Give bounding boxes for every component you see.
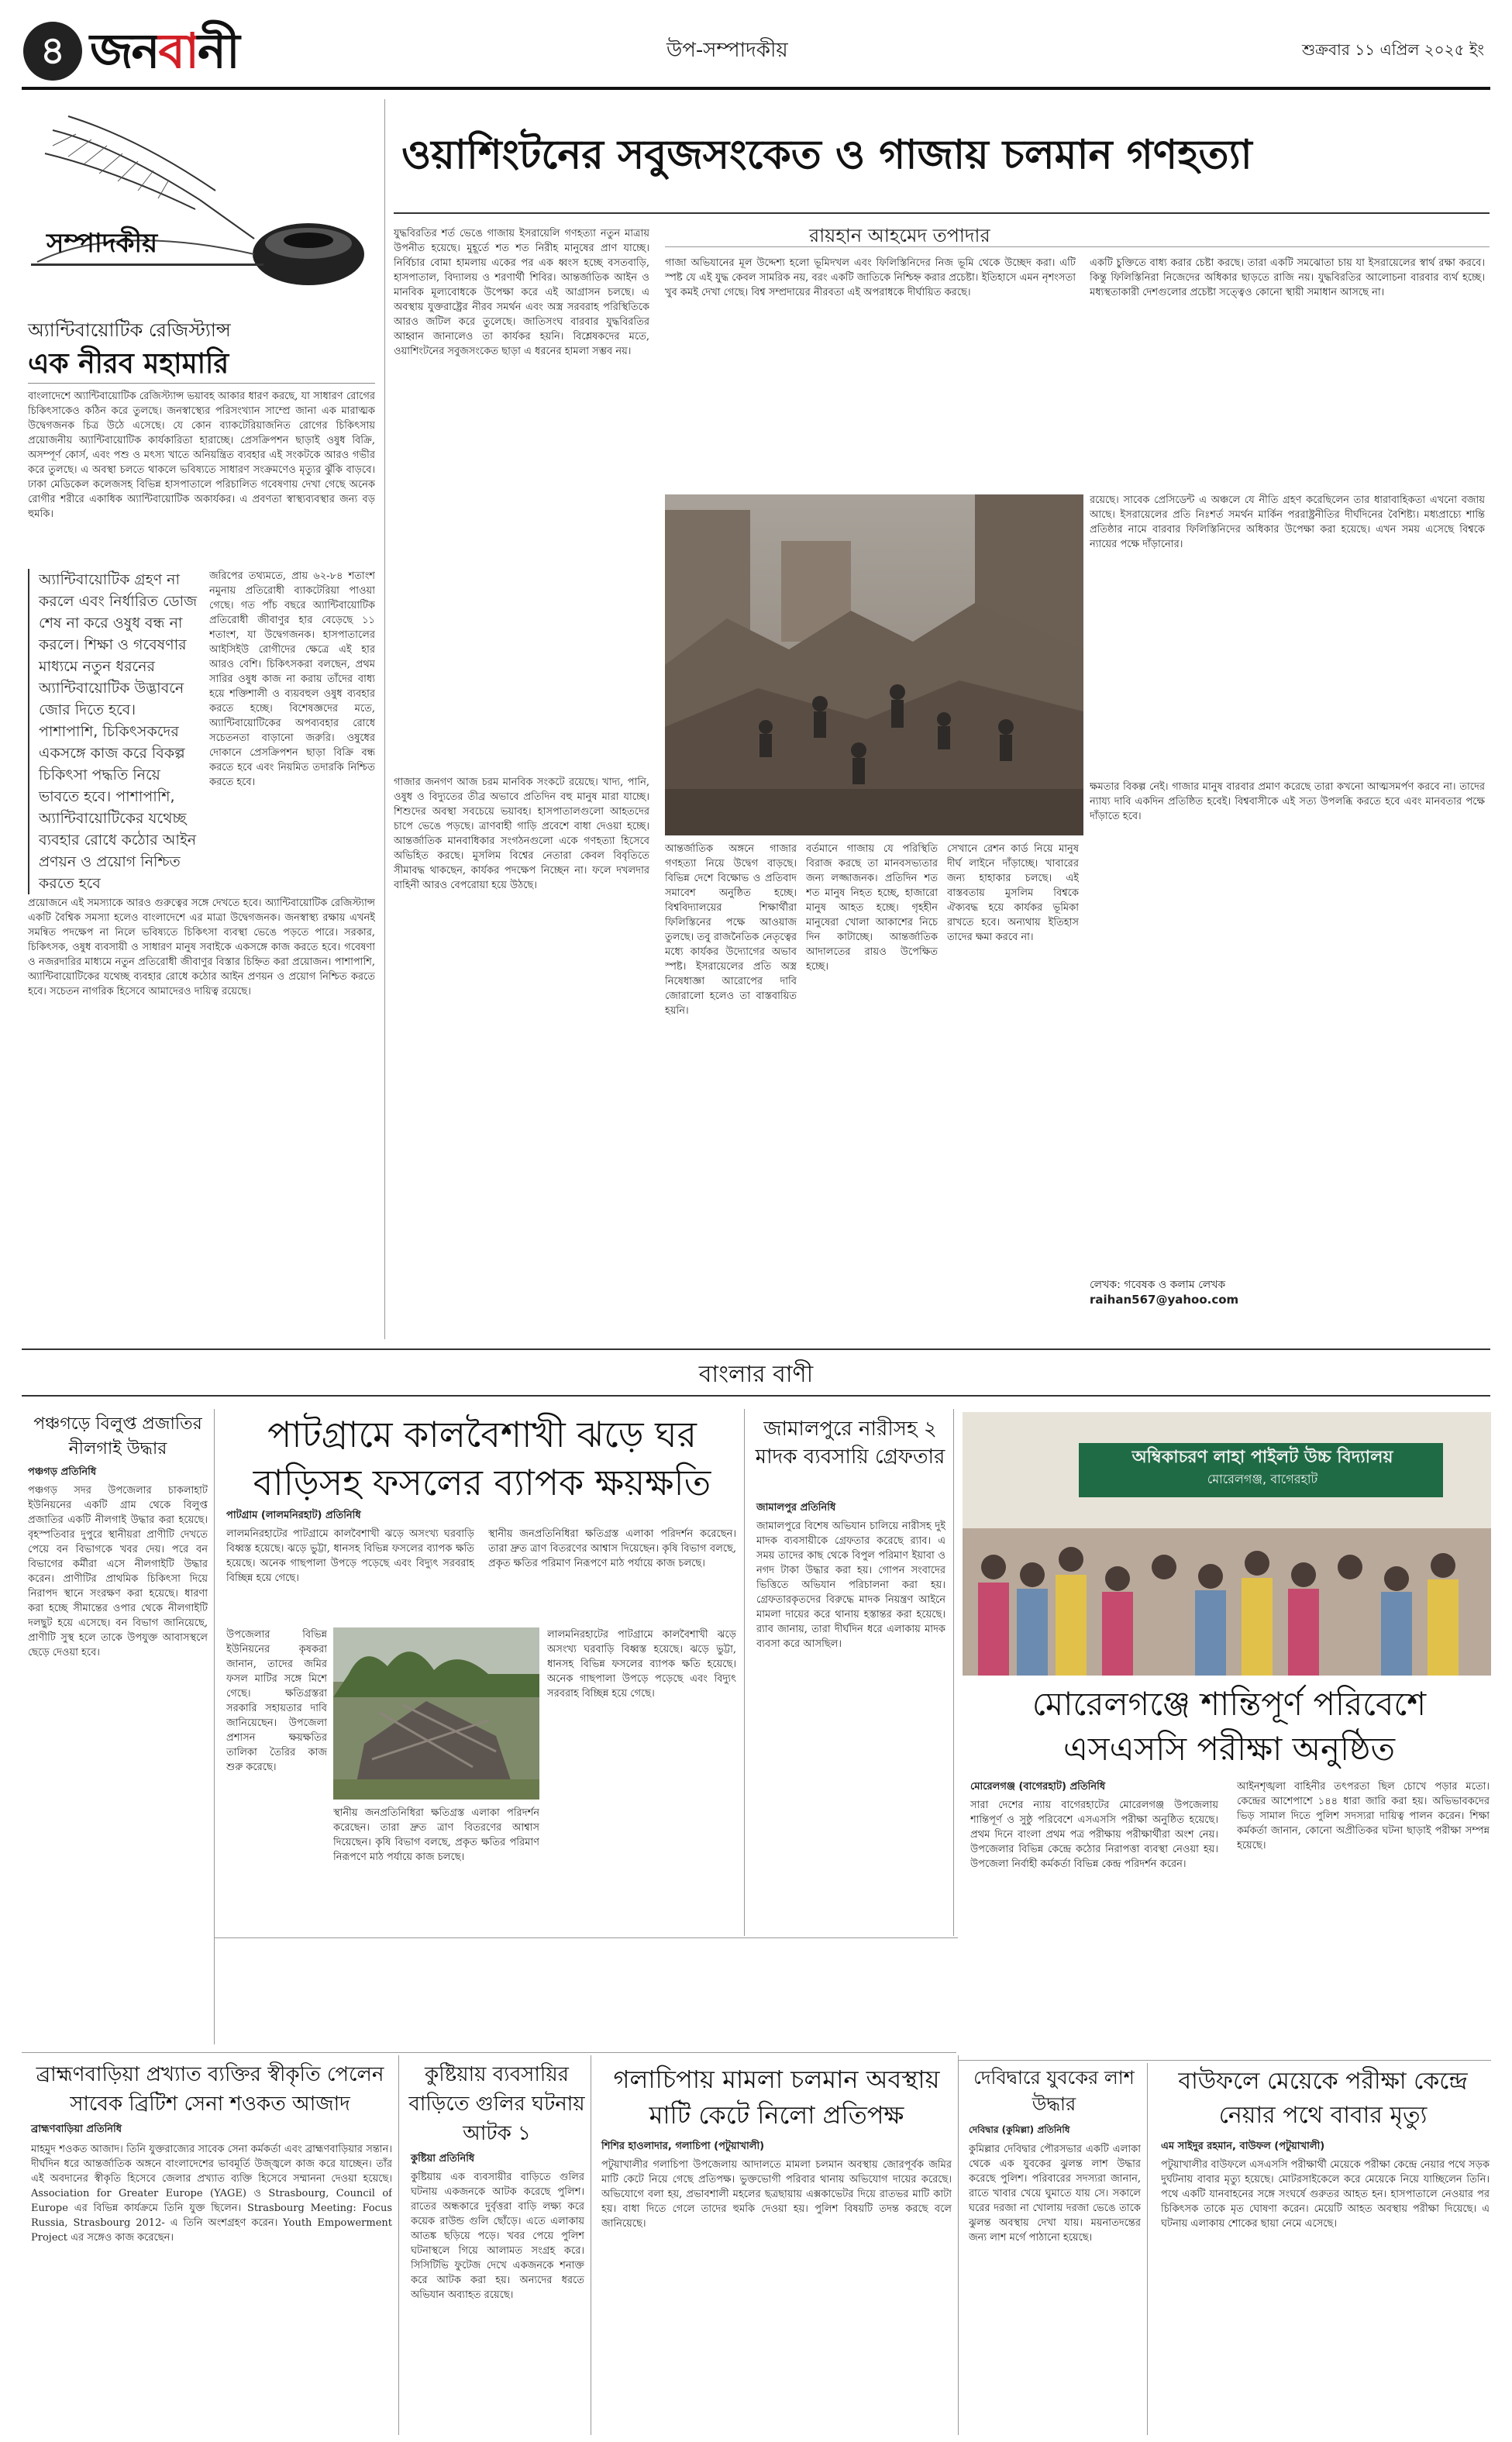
- story-galachipa-body: পটুয়াখালীর গলাচিপা উপজেলায় আদালতে মামলা চলমান অবস্থায় জোরপূর্বক জমির মাটি কেটে নিয়ে গেছে প্রতিপক্ষ। ভুক্তভোগী পরিবার থানায় অভিযোগ দায়ের করেছে। অভিযোগে বলা হয়, প্রভাবশালী মহলের ছত্রছায়ায় এক্সকাভেটর দিয়ে রাতভর মাটি কাটা হয়। বাধা দিতে গেলে তাদের হুমকি দেওয়া হয়। পুলিশ বিষয়টি তদন্ত করছে বলে জানিয়েছে।: [601, 2159, 952, 2230]
- row-divider-2: [22, 2052, 956, 2053]
- divider-s5: [398, 2055, 399, 2435]
- story-jamalpur-byline: জামালপুর প্রতিনিধি: [756, 1502, 836, 1514]
- divider-s1: [214, 1409, 215, 2044]
- divider-s3: [953, 1409, 954, 1936]
- story-nilgai-byline: পঞ্চগড় প্রতিনিধি: [28, 1466, 97, 1478]
- story-jamalpur-title: জামালপুরে নারীসহ ২ মাদক ব্যবসায়ি গ্রেফতার: [755, 1417, 945, 1469]
- lead-author-rule: [665, 246, 1490, 247]
- editorial-kicker: অ্যান্টিবায়োটিক রেজিস্ট্যান্স: [28, 319, 231, 341]
- section-banner-top-rule: [22, 1348, 1490, 1350]
- editorial-pullquote: [28, 569, 198, 894]
- editorial-title: এক নীরব মহামারি: [28, 348, 229, 380]
- section-banner-text: বাংলার বাণী: [698, 1361, 814, 1388]
- divider-s8: [1147, 2063, 1148, 2435]
- story-jamalpur-body: জামালপুরে বিশেষ অভিযান চালিয়ে নারীসহ দুই মাদক ব্যবসায়ীকে গ্রেফতার করেছে র‌্যাব। এ সময় তাদের কাছ থেকে বিপুল পরিমাণ ইয়াবা ও নগদ টাকা উদ্ধার করা হয়। গোপন সংবাদের ভিত্তিতে অভিযান পরিচালনা করা হয়। গ্রেফতারকৃতদের বিরুদ্ধে মাদক নিয়ন্ত্রণ আইনে মামলা দায়ের করে থানায় হস্তান্তর করা হয়েছে। র‌্যাব জানায়, তারা দীর্ঘদিন ধরে এলাকায় মাদক ব্যবসা করে আসছিল।: [756, 1521, 945, 1650]
- lead-col-3: গাজা অভিযানের মূল উদ্দেশ্য হলো ভূমিদখল এবং ফিলিস্তিনিদের নিজ ভূমি থেকে উচ্ছেদ করা। এটি স্পষ্ট যে এই যুদ্ধ কেবল সামরিক নয়, বরং একটি জাতিকে নিশ্চিহ্ন করার প্রচেষ্টা। ইতিহাসে এমন নৃশংসতা খুব কমই দেখা গেছে। বিশ্ব সম্প্রদায়ের নীরবতা এই অপরাধকে দীর্ঘায়িত করছে।: [665, 257, 1076, 298]
- lead-author-email: raihan567@yahoo.com: [1090, 1293, 1239, 1307]
- story-kushtia-title: কুষ্টিয়ায় ব্যবসায়ির বাড়িতে গুলির ঘটনায় আটক ১: [408, 2063, 585, 2145]
- lead-lower-3: সেখানে রেশন কার্ড নিয়ে মানুষ দীর্ঘ লাইনে দাঁড়াচ্ছে। খাবারের জন্য হাহাকার চলছে। এই বাস্তবতায় মুসলিম বিশ্বকে ঐক্যবদ্ধ হয়ে কার্যকর ভূমিকা রাখতে হবে। অন্যথায় ইতিহাস তাদের ক্ষমা করবে না।: [947, 843, 1079, 943]
- editorial-label-underline: [31, 263, 263, 266]
- story-galachipa-byline: শিশির হাওলাদার, গলাচিপা (পটুয়াখালী): [601, 2141, 765, 2152]
- editorial-body-3: প্রয়োজনে এই সমস্যাকে আরও গুরুত্বের সঙ্গে দেখতে হবে। অ্যান্টিবায়োটিক রেজিস্ট্যান্স একটি বৈশ্বিক সমস্যা হলেও বাংলাদেশে এর মাত্রা উদ্বেগজনক। জনস্বাস্থ্য রক্ষায় এখনই সমন্বিত পদক্ষেপ না নিলে ভবিষ্যতে চিকিৎসা ব্যবস্থা ভেঙে পড়তে পারে। সরকার, চিকিৎসক, ওষুধ ব্যবসায়ী ও সাধারণ মানুষ সবাইকে একসঙ্গে কাজ করতে হবে। গবেষণা ও নজরদারির মাধ্যমে নতুন প্রতিরোধী জীবাণুর বিস্তার চিহ্নিত করা প্রয়োজন। পাশাপাশি, অ্যান্টিবায়োটিকের যথেচ্ছ ব্যবহার রোধে কঠোর আইন প্রণয়ন ও প্রয়োগ নিশ্চিত করতে হবে। সচেতন নাগরিক হিসেবে আমাদেরও দায়িত্ব রয়েছে।: [28, 897, 375, 997]
- editorial-illustration: [22, 99, 377, 307]
- story-patgram-title: পাটগ্রামে কালবৈশাখী ঝড়ে ঘর বাড়িসহ ফসলের ব্যাপক ক্ষয়ক্ষতি: [253, 1414, 711, 1503]
- story-patgram-body-b: উপজেলার বিভিন্ন ইউনিয়নের কৃষকরা জানান, তাদের জমির ফসল মাটির সঙ্গে মিশে গেছে। ক্ষতিগ্রস্তরা সরকারি সহায়তার দাবি জানিয়েছেন। উপজেলা প্রশাসন ক্ষয়ক্ষতির তালিকা তৈরির কাজ শুরু করেছে।: [226, 1629, 327, 1773]
- newspaper-logo: [90, 20, 239, 82]
- story-bauphal-title: বাউফলে মেয়েকে পরীক্ষা কেন্দ্রে নেয়ার পথে বাবার মৃত্যু: [1178, 2068, 1468, 2129]
- lead-lower-2: বর্তমানে গাজায় যে পরিস্থিতি বিরাজ করছে তা মানবসভ্যতার জন্য লজ্জাজনক। প্রতিদিন শত শত মানুষ নিহত হচ্ছে, হাজারো মানুষ আহত হচ্ছে। গৃহহীন মানুষেরা খোলা আকাশের নিচে দিন কাটাচ্ছে। আন্তর্জাতিক আদালতের রায়ও উপেক্ষিত হচ্ছে।: [806, 843, 938, 973]
- lead-col-4: একটি চুক্তিতে বাধ্য করার চেষ্টা করছে। তারা একটি সমঝোতা চায় যা ইসরায়েলের স্বার্থ রক্ষা করবে। কিন্তু ফিলিস্তিনিরা নিজেদের অধিকার ছাড়তে রাজি নয়। যুদ্ধবিরতির আলোচনা বারবার ব্যর্থ হচ্ছে। মধ্যস্থতাকারী দেশগুলোর প্রচেষ্টা সত্ত্বেও কোনো স্থায়ী সমাধান আসছে না।: [1090, 257, 1485, 298]
- pullquote-text: অ্যান্টিবায়োটিক গ্রহণ না করলে এবং নির্ধারিত ডোজ শেষ না করে ওষুধ বন্ধ না করলে। শিক্ষা ও গবেষণার মাধ্যমে নতুন ধরনের অ্যান্টিবায়োটিক উদ্ভাবনে জোর দিতে হবে। পাশাপাশি, চিকিৎসকদের একসঙ্গে কাজ করে বিকল্প চিকিৎসা পদ্ধতি নিয়ে ভাবতে হবে। পাশাপাশি, অ্যান্টিবায়োটিকের যথেচ্ছ ব্যবহার রোধে কঠোর আইন প্রণয়ন ও প্রয়োগ নিশ্চিত করতে হবে: [39, 571, 198, 892]
- logo-part-ni: নী: [197, 22, 239, 79]
- editorial-body-1: বাংলাদেশে অ্যান্টিবায়োটিক রেজিস্ট্যান্স ভয়াবহ আকার ধারণ করছে, যা সাধারণ রোগের চিকিৎসাকেও কঠিন করে তুলছে। জনস্বাস্থ্যের পরিসংখ্যান সাম্প্রে জানা এক মারাত্মক উদ্বেগজনক চিত্র উঠে এসেছে। যে কোন ব্যাকটেরিয়াজনিত রোগের চিকিৎসায় প্রয়োজনীয় অ্যান্টিবায়োটিক কার্যকারিতা হারাচ্ছে। প্রেসক্রিপশন ছাড়াই ওষুধ বিক্রি, অসম্পূর্ণ কোর্স, এবং পশু ও মৎস্য খাতে অনিয়ন্ত্রিত ব্যবহার এই সংকটকে আরও গভীর করে তুলছে। এ অবস্থা চলতে থাকলে ভবিষ্যতে সাধারণ সংক্রমণেও মৃত্যুর ঝুঁকি বাড়বে। ঢাকা মেডিকেল কলেজসহ বিভিন্ন হাসপাতালে পরিচালিত গবেষণায় দেখা গেছে অনেক রোগীর শরীরে একাধিক অ্যান্টিবায়োটিক অকার্যকর। এ প্রবণতা স্বাস্থ্যব্যবস্থার জন্য বড় হুমকি।: [28, 391, 375, 520]
- story-brahmanbaria-body: মাহমুদ শওকত আজাদ। তিনি যুক্তরাজ্যের সাবেক সেনা কর্মকর্তা এবং ব্রাহ্মণবাড়িয়ার সন্তান। দীর্ঘদিন ধরে আন্তর্জাতিক অঙ্গনে বাংলাদেশের ভাবমূর্তি উজ্জ্বলে কাজ করে যাচ্ছেন। তাঁর এই অবদানের স্বীকৃতি হিসেবে জেলার প্রখ্যাত ব্যক্তি হিসেবে সম্মাননা দেওয়া হয়েছে। Association for Greater Europe (YAGE) ও Strasbourg, Council of Europe এর বিভিন্ন কার্যক্রমে তিনি যুক্ত ছিলেন। Strasbourg Meeting: Focus Russia, Strasbourg 2012- এ তিনি অংশগ্রহণ করেন। Youth Empowerment Project এর সঙ্গেও কাজ করেছেন।: [31, 2144, 392, 2244]
- story-ssc-body-b: আইনশৃঙ্খলা বাহিনীর তৎপরতা ছিল চোখে পড়ার মতো। কেন্দ্রের আশেপাশে ১৪৪ ধারা জারি করা হয়। অভিভাবকদের ভিড় সামাল দিতে পুলিশ সদস্যরা দায়িত্ব পালন করেন। শিক্ষা কর্মকর্তা জানান, কোনো অপ্রীতিকর ঘটনা ছাড়াই পরীক্ষা সম্পন্ন হয়েছে।: [1237, 1781, 1490, 1851]
- story-brahmanbaria-title: ব্রাহ্মণবাড়িয়া প্রখ্যাত ব্যক্তির স্বীকৃতি পেলেন সাবেক ব্রিটিশ সেনা শওকত আজাদ: [36, 2063, 384, 2116]
- story-patgram-body-a: লালমনিরহাটের পাটগ্রামে কালবৈশাখী ঝড়ে অসংখ্য ঘরবাড়ি বিধ্বস্ত হয়েছে। ঝড়ে ভুট্টা, ধানসহ বিভিন্ন ফসলের ব্যাপক ক্ষতি হয়েছে। অনেক গাছপালা উপড়ে পড়েছে এবং বিদ্যুৎ সরবরাহ বিচ্ছিন্ন হয়ে গেছে।: [226, 1528, 474, 1584]
- divider-s2: [744, 1409, 745, 1936]
- school-signboard-sub: মোরেলগঞ্জ, বাগেরহাট: [1207, 1472, 1318, 1486]
- story-brahmanbaria-byline: ব্রাহ্মণবাড়িয়া প্রতিনিধি: [31, 2123, 122, 2135]
- logo-part-ba: বা: [158, 22, 198, 79]
- story-kushtia-body: কুষ্টিয়ায় এক ব্যবসায়ীর বাড়িতে গুলির ঘটনায় একজনকে আটক করেছে পুলিশ। রাতের অন্ধকারে দুর্বৃত্তরা বাড়ি লক্ষ্য করে কয়েক রাউন্ড গুলি ছোঁড়ে। এতে এলাকায় আতঙ্ক ছড়িয়ে পড়ে। খবর পেয়ে পুলিশ ঘটনাস্থলে গিয়ে আলামত সংগ্রহ করে। সিসিটিভি ফুটেজ দেখে একজনকে শনাক্ত করে আটক করা হয়। অন্যদের ধরতে অভিযান অব্যাহত রয়েছে।: [411, 2172, 584, 2301]
- story-ssc-title: মোরেলগঞ্জে শান্তিপূর্ণ পরিবেশে এসএসসি পরীক্ষা অনুষ্ঠিত: [1032, 1685, 1427, 1768]
- story-debidwar-byline: দেবিদ্বার (কুমিল্লা) প্রতিনিধি: [969, 2124, 1070, 2135]
- story-patgram-body-e: স্থানীয় জনপ্রতিনিধিরা ক্ষতিগ্রস্ত এলাকা পরিদর্শন করেছেন। তারা দ্রুত ত্রাণ বিতরণের আশ্বাস দিয়েছেন। কৃষি বিভাগ বলছে, প্রকৃত ক্ষতির পরিমাণ নিরূপণে মাঠ পর্যায়ে কাজ চলছে।: [333, 1807, 539, 1863]
- editorial-body-2: জরিপের তথ্যমতে, প্রায় ৬২-৮৪ শতাংশ নমুনায় প্রতিরোধী ব্যাকটেরিয়া পাওয়া গেছে। গত পাঁচ বছরে অ্যান্টিবায়োটিক প্রতিরোধী জীবাণুর হার বেড়েছে ১১ শতাংশ, যা উদ্বেগজনক। হাসপাতালের আইসিইউ রোগীদের ক্ষেত্রে এই হার আরও বেশি। চিকিৎসকরা বলছেন, প্রথম সারির ওষুধ কাজ না করায় তাঁদের বাধ্য হয়ে শক্তিশালী ও ব্যয়বহুল ওষুধ ব্যবহার করতে হচ্ছে। বিশেষজ্ঞদের মতে, অ্যান্টিবায়োটিকের অপব্যবহার রোধে সচেতনতা বাড়ানো জরুরি। ওষুধের দোকানে প্রেসক্রিপশন ছাড়া বিক্রি বন্ধ করতে হবে এবং নিয়মিত তদারকি নিশ্চিত করতে হবে।: [209, 570, 375, 788]
- lead-author-role: লেখক: গবেষক ও কলাম লেখক: [1090, 1279, 1226, 1291]
- column-divider-left: [384, 99, 385, 1339]
- editorial-label: সম্পাদকীয়: [46, 228, 158, 259]
- story-debidwar-title: দেবিদ্বারে যুবকের লাশ উদ্ধার: [973, 2067, 1135, 2115]
- story-ssc-body-a: সারা দেশের ন্যায় বাগেরহাটের মোরেলগঞ্জ উপজেলায় শান্তিপূর্ণ ও সুষ্ঠু পরিবেশে এসএসসি পরীক্ষা অনুষ্ঠিত হয়েছে। প্রথম দিনে বাংলা প্রথম পত্র পরীক্ষায় পরীক্ষার্থীরা অংশ নেয়। উপজেলার বিভিন্ন কেন্দ্রে কঠোর নিরাপত্তা ব্যবস্থা নেওয়া হয়। উপজেলা নির্বাহী কর্মকর্তা বিভিন্ন কেন্দ্র পরিদর্শন করেন।: [970, 1800, 1218, 1870]
- section-banner: [22, 1353, 1490, 1397]
- row-divider-3: [958, 2060, 1491, 2061]
- issue-date: শুক্রবার ১১ এপ্রিল ২০২৫ ইং: [1301, 40, 1484, 59]
- story-patgram-body-c: স্থানীয় জনপ্রতিনিধিরা ক্ষতিগ্রস্ত এলাকা পরিদর্শন করেছেন। তারা দ্রুত ত্রাণ বিতরণের আশ্বাস দিয়েছেন। কৃষি বিভাগ বলছে, প্রকৃত ক্ষতির পরিমাণ নিরূপণে মাঠ পর্যায়ে কাজ চলছে।: [488, 1528, 736, 1569]
- lead-col-1: যুদ্ধবিরতির শর্ত ভেঙে গাজায় ইসরায়েলি গণহত্যা নতুন মাত্রায় উপনীত হয়েছে। মুহূর্তে শত শত নিরীহ মানুষের প্রাণ যাচ্ছে। নির্বিচার বোমা হামলায় একের পর এক ধ্বংস হচ্ছে বসতবাড়ি, হাসপাতাল, বিদ্যালয় ও শরণার্থী শিবির। আন্তর্জাতিক আইন ও মানবিক মূল্যবোধকে উপেক্ষা করে এই আগ্রাসন চলছে। এ অবস্থায় যুক্তরাষ্ট্রের নীরব সমর্থন এবং অস্ত্র সরবরাহ পরিস্থিতিকে আরও জটিল করে তুলেছে। জাতিসংঘ বারবার যুদ্ধবিরতির আহ্বান জানালেও তা কার্যকর হয়নি। বিশ্লেষকদের মতে, ওয়াশিংটনের সবুজসংকেত ছাড়া এ ধরনের হামলা সম্ভব নয়।: [394, 228, 649, 357]
- ink-pen-icon: [22, 99, 377, 307]
- story-nilgai-title: পঞ্চগড়ে বিলুপ্ত প্রজাতির নীলগাই উদ্ধার: [33, 1414, 202, 1459]
- story-galachipa-title: গলাচিপায় মামলা চলমান অবস্থায় মাটি কেটে নিলো প্রতিপক্ষ: [613, 2065, 940, 2130]
- masthead-rule: [22, 87, 1490, 90]
- gaza-photo: [665, 494, 1083, 835]
- editorial-title-rule: [28, 383, 375, 384]
- logo-part-jano: জন: [90, 22, 159, 79]
- story-bauphal-byline: এম সাইদুর রহমান, বাউফল (পটুয়াখালী): [1161, 2141, 1325, 2152]
- row-divider-1: [214, 1937, 958, 1938]
- lead-headline: ওয়াশিংটনের সবুজসংকেত ও গাজায় চলমান গণহত্যা: [401, 132, 1252, 178]
- story-debidwar-body: কুমিল্লার দেবিদ্বার পৌরসভার একটি এলাকা থেকে এক যুবকের ঝুলন্ত লাশ উদ্ধার করেছে পুলিশ। পরিবারের সদস্যরা জানান, রাতে খাবার খেয়ে ঘুমাতে যায় সে। সকালে ঘরের দরজা না খোলায় দরজা ভেঙে তাকে ঝুলন্ত অবস্থায় দেখা যায়। ময়নাতদন্তের জন্য লাশ মর্গে পাঠানো হয়েছে।: [969, 2144, 1141, 2244]
- storm-damage-photo: [333, 1627, 539, 1800]
- lead-lower-4: ক্ষমতার বিকল্প নেই। গাজার মানুষ বারবার প্রমাণ করেছে তারা কখনো আত্মসমর্পণ করবে না। তাদের ন্যায্য দাবি একদিন প্রতিষ্ঠিত হবেই। বিশ্ববাসীকে এই সত্য উপলব্ধি করতে হবে এবং মানবতার পক্ষে দাঁড়াতে হবে।: [1090, 781, 1485, 822]
- lead-lower-1: আন্তর্জাতিক অঙ্গনে গাজার গণহত্যা নিয়ে উদ্বেগ বাড়ছে। বিভিন্ন দেশে বিক্ষোভ ও প্রতিবাদ সমাবেশ অনুষ্ঠিত হচ্ছে। বিশ্ববিদ্যালয়ের শিক্ষার্থীরা ফিলিস্তিনের পক্ষে আওয়াজ তুলছে। তবু রাজনৈতিক নেতৃত্বের মধ্যে কার্যকর উদ্যোগের অভাব স্পষ্ট। ইসরায়েলের প্রতি অস্ত্র নিষেধাজ্ঞা আরোপের দাবি জোরালো হলেও তা বাস্তবায়িত হয়নি।: [665, 843, 797, 1017]
- story-kushtia-byline: কুষ্টিয়া প্রতিনিধি: [411, 2153, 475, 2165]
- page-number-badge: ৪: [23, 22, 82, 81]
- story-nilgai-body: পঞ্চগড় সদর উপজেলার চাকলাহাট ইউনিয়নের একটি গ্রাম থেকে বিলুপ্ত প্রজাতির একটি নীলগাই উদ্ধার করা হয়েছে। বৃহস্পতিবার দুপুরে স্থানীয়রা প্রাণীটি দেখতে পেয়ে বন বিভাগকে খবর দেয়। পরে বন বিভাগের কর্মীরা এসে নীলগাইটি উদ্ধার করেন। প্রাণীটির প্রাথমিক চিকিৎসা দিয়ে নিরাপদ স্থানে সংরক্ষণ করা হয়েছে। ধারণা করা হচ্ছে সীমান্তের ওপার থেকে নীলগাইটি দলছুট হয়ে এসেছে। বন বিভাগ জানিয়েছে, প্রাণীটি সুস্থ হলে তাকে উপযুক্ত আবাসস্থলে ছেড়ে দেওয়া হবে।: [28, 1485, 208, 1658]
- lead-headline-rule: [394, 212, 1490, 214]
- lead-col-2: গাজার জনগণ আজ চরম মানবিক সংকটে রয়েছে। খাদ্য, পানি, ওষুধ ও বিদ্যুতের তীব্র অভাবে প্রতিদিন বহু মানুষ মারা যাচ্ছে। শিশুদের অবস্থা সবচেয়ে ভয়াবহ। হাসপাতালগুলো আহতদের চাপে ভেঙে পড়ছে। ত্রাণবাহী গাড়ি প্রবেশে বাধা দেওয়া হচ্ছে। আন্তর্জাতিক মানবাধিকার সংগঠনগুলো একে গণহত্যা হিসেবে অভিহিত করছে। মুসলিম বিশ্বের নেতারা কেবল বিবৃতিতে সীমাবদ্ধ থাকছেন, কার্যকর পদক্ষেপ নিচ্ছেন না। ফলে দখলদার বাহিনী আরও বেপরোয়া হয়ে উঠছে।: [394, 777, 649, 891]
- divider-s7: [958, 2055, 959, 2435]
- lead-author: রায়হান আহমেদ তপাদার: [809, 225, 990, 246]
- story-bauphal-body: পটুয়াখালীর বাউফলে এসএসসি পরীক্ষার্থী মেয়েকে পরীক্ষা কেন্দ্রে নেয়ার পথে সড়ক দুর্ঘটনায় বাবার মৃত্যু হয়েছে। মোটরসাইকেলে করে মেয়েকে নিয়ে যাচ্ছিলেন তিনি। পথে একটি যানবাহনের সঙ্গে সংঘর্ষে গুরুতর আহত হন। হাসপাতালে নেওয়ার পর চিকিৎসক তাকে মৃত ঘোষণা করেন। মেয়েটি আহত অবস্থায় পরীক্ষা দিয়েছে। এ ঘটনায় এলাকায় শোকের ছায়া নেমে এসেছে।: [1161, 2159, 1490, 2230]
- section-name: উপ-সম্পাদকীয়: [666, 39, 788, 62]
- lead-col-5: রয়েছে। সাবেক প্রেসিডেন্ট এ অঞ্চলে যে নীতি গ্রহণ করেছিলেন তার ধারাবাহিকতা এখনো বজায় আছে। ইসরায়েলের প্রতি নিঃশর্ত সমর্থন মার্কিন পররাষ্ট্রনীতির দীর্ঘদিনের বৈশিষ্ট্য। মধ্যপ্রাচ্যে শান্তি প্রতিষ্ঠার নামে বারবার ফিলিস্তিনিদের অধিকার উপেক্ষা করা হয়েছে। এখন সময় এসেছে বিশ্বকে ন্যায়ের পক্ষে দাঁড়ানোর।: [1090, 494, 1485, 550]
- story-ssc-byline: মোরেলগঞ্জ (বাগেরহাট) প্রতিনিধি: [970, 1781, 1106, 1793]
- story-patgram-body-d: লালমনিরহাটের পাটগ্রামে কালবৈশাখী ঝড়ে অসংখ্য ঘরবাড়ি বিধ্বস্ত হয়েছে। ঝড়ে ভুট্টা, ধানসহ বিভিন্ন ফসলের ব্যাপক ক্ষতি হয়েছে। অনেক গাছপালা উপড়ে পড়েছে এবং বিদ্যুৎ সরবরাহ বিচ্ছিন্ন হয়ে গেছে।: [547, 1629, 736, 1700]
- school-signboard-text: অম্বিকাচরণ লাহা পাইলট উচ্চ বিদ্যালয়: [1131, 1448, 1393, 1467]
- story-patgram-byline: পাটগ্রাম (লালমনিরহাট) প্রতিনিধি: [226, 1510, 361, 1521]
